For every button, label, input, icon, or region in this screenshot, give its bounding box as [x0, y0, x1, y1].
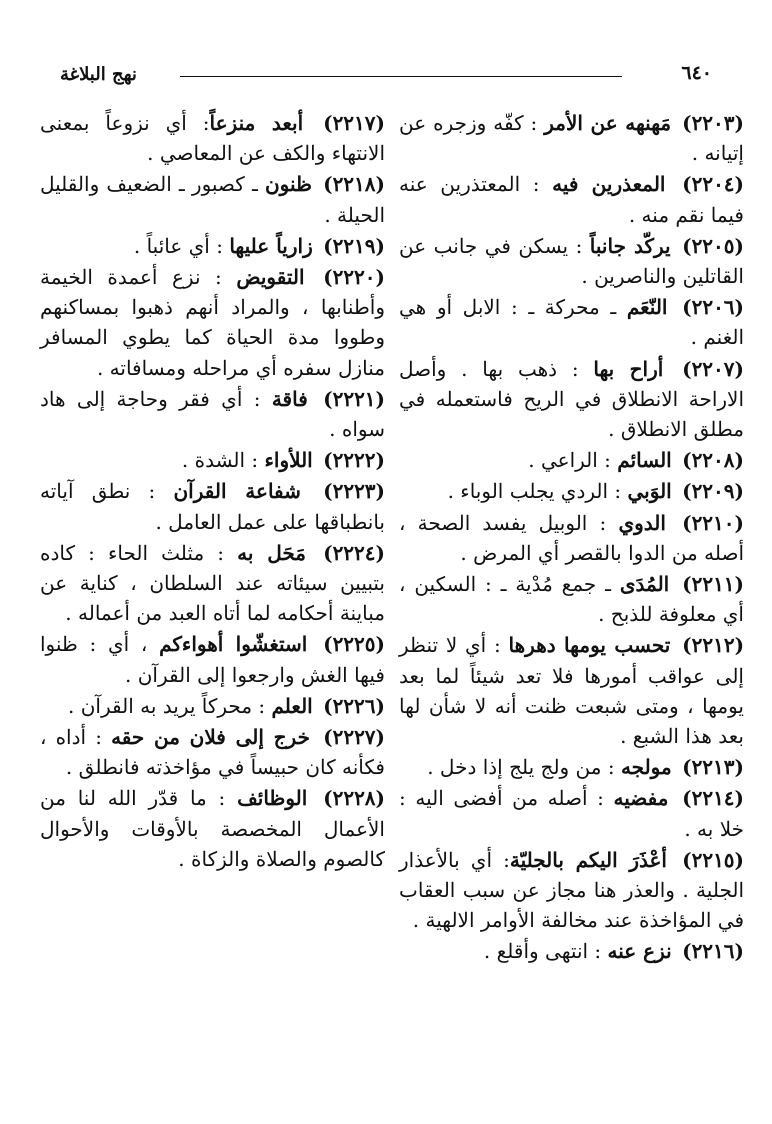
footnote-headword: أبعد منزعاً — [209, 111, 304, 135]
footnote-definition: : أصله من أفضى اليه : خلا به . — [399, 786, 744, 841]
footnote-headword: مَحَل به — [237, 540, 306, 565]
footnote-definition: ـ جمع مُدْية ـ : السكين ، أي معلوفة للذبح . — [399, 572, 744, 627]
footnote-number: (٢٢٢٦) — [323, 693, 385, 718]
footnote-headword: خرج إلى فلان من حقه — [111, 725, 310, 750]
left-column — [40, 108, 385, 875]
footnote-number: (٢٢١٩) — [323, 233, 385, 258]
footnote-definition: : الراعي . — [528, 448, 618, 473]
footnote-headword: التقويض — [236, 265, 305, 290]
footnote-headword: مولجه — [620, 755, 672, 780]
footnote-headword: فاقة — [271, 386, 308, 411]
footnote-headword: السائم — [617, 448, 672, 473]
footnote-headword: المعذرين فيه — [552, 172, 666, 197]
footnote-definition: : نزع أعمدة الخيمة وأطنابها ، والمراد أنهم ذهبوا بمساكنهم وطووا مدة الحياة كما يطوي المسافر منازل سفره أي مراحله ومسافاته . — [40, 265, 385, 380]
footnote-definition: : من ولج يلج إذا دخل . — [427, 755, 621, 780]
footnote-number: (٢٢١١) — [682, 572, 745, 597]
footnote-number: (٢٢٠٤) — [682, 172, 745, 197]
footnote-definition: ـ محركة ـ : الابل أو هي الغنم . — [399, 295, 744, 350]
footnote-definition: : المعتذرين عنه فيما نقم منه . — [399, 172, 744, 227]
footnote-headword: يركّد جانباً — [589, 233, 671, 258]
footnote-entry — [40, 538, 385, 629]
footnote-entry — [399, 630, 744, 751]
footnote-headword: المُدَى — [619, 572, 670, 597]
right-column — [399, 108, 744, 968]
footnote-definition: : أي بالأعذار الجلية . والعذر هنا مجاز عن سبب العقاب في المؤاخذة عند مخالفة الأوامر الالهية . — [399, 847, 744, 933]
footnote-entry — [40, 629, 385, 689]
footnote-entry — [399, 231, 744, 291]
footnote-number: (٢٢٠٦) — [682, 295, 745, 320]
footnote-definition: : كفّه وزجره عن إتيانه . — [399, 111, 744, 166]
footnote-number: (٢٢١٥) — [682, 847, 745, 872]
footnote-headword: الدوي — [618, 510, 666, 535]
footnote-entry — [399, 108, 744, 168]
footnote-entry — [40, 783, 385, 874]
footnote-number: (٢٢١٠) — [682, 510, 744, 535]
footnote-headword: تحسب يومها دهرها — [508, 633, 671, 658]
footnote-number: (٢٢٠٩) — [682, 479, 744, 504]
footnote-entry — [40, 169, 385, 229]
footnote-entry — [40, 231, 385, 261]
footnote-definition: : أداه ، فكأنه كان حبيساً في مؤاخذته فانطلق . — [40, 725, 385, 780]
book-title: نهج البلاغة — [60, 64, 137, 85]
footnote-headword: العلم — [271, 693, 313, 718]
footnote-definition: : مثلث الحاء : كاده بتبيين سيئاته عند السلطان ، كناية عن مباينة أحكامه لما أتاه العبد من أعماله . — [40, 540, 385, 626]
footnote-headword: اللأواء — [264, 448, 313, 473]
footnote-number: (٢٢٢٤) — [323, 540, 385, 565]
footnote-number: (٢٢٢٥) — [323, 632, 385, 657]
footnote-entry — [399, 508, 744, 568]
footnote-number: (٢٢١٢) — [682, 633, 745, 658]
footnote-definition: : انتهى وأقلع . — [483, 939, 608, 964]
footnote-headword: نزع عنه — [607, 939, 672, 964]
footnote-entry — [399, 476, 744, 506]
footnote-definition: : الردي يجلب الوباء . — [447, 479, 628, 504]
footnote-entry — [399, 783, 744, 843]
footnote-entry — [399, 354, 744, 445]
page-number: ٦٤٠ — [681, 62, 712, 84]
footnote-number: (٢٢٢٢) — [323, 448, 385, 473]
footnote-definition: ـ كصبور ـ الضعيف والقليل الحيلة . — [40, 172, 385, 227]
footnote-number: (٢٢١٣) — [682, 755, 744, 780]
footnote-number: (٢٢٢٨) — [323, 786, 386, 811]
footnote-entry — [40, 384, 385, 444]
footnote-definition: : أي عائباً . — [133, 233, 230, 258]
footnote-number: (٢٢٠٣) — [682, 111, 744, 135]
header-rule — [180, 76, 622, 77]
footnote-number: (٢٢١٧) — [323, 111, 385, 135]
footnote-definition: : الشدة . — [181, 448, 265, 473]
footnote-entry — [399, 845, 744, 936]
footnote-entry — [40, 722, 385, 782]
footnote-entry — [399, 936, 744, 966]
footnote-number: (٢٢٢٣) — [323, 479, 386, 504]
footnote-entry — [40, 476, 385, 536]
footnote-entry — [399, 445, 744, 475]
footnote-number: (٢٢٢١) — [323, 386, 386, 411]
footnote-entry — [40, 445, 385, 475]
footnote-headword: شفاعة القرآن — [173, 479, 301, 504]
footnote-entry — [40, 108, 385, 168]
footnote-entry — [399, 292, 744, 352]
footnote-definition: : أي لا تنظر إلى عواقب أمورها فلا تعد شيئاً لما بعد يومها ، ومتى شبعت ظنت أنه لا شأن لها بعد هذا الشبع . — [399, 633, 744, 749]
footnote-entry — [399, 752, 744, 782]
footnote-number: (٢٢٠٨) — [682, 448, 744, 473]
footnote-definition: : أي فقر وحاجة إلى هاد سواه . — [40, 386, 385, 442]
footnote-headword: استغشّوا أهواءكم — [159, 632, 308, 657]
footnote-definition: : نطق آياته بانطباقها على عمل العامل . — [40, 479, 385, 534]
footnote-headword: الوَبي — [627, 479, 672, 504]
page-header — [60, 62, 712, 92]
footnote-definition: : يسكن في جانب عن القاتلين والناصرين . — [399, 233, 744, 289]
footnote-definition: : محركاً يريد به القرآن . — [67, 693, 272, 718]
footnote-headword: أعْذَرَ اليكم بالجليّة — [509, 847, 667, 872]
footnote-number: (٢٢٢٠) — [323, 265, 385, 290]
footnote-number: (٢٢٢٧) — [323, 725, 386, 750]
footnote-headword: النّعَم — [626, 295, 668, 320]
footnote-number: (٢٢٠٥) — [682, 233, 744, 258]
footnote-headword: مَهنهه عن الأمر — [544, 111, 672, 135]
footnote-headword: الوظائف — [237, 786, 308, 811]
footnote-definition: : الوبيل يفسد الصحة ، أصله من الدوا بالقصر أي المرض . — [399, 510, 744, 565]
footnote-entry — [40, 691, 385, 721]
footnote-definition: ، أي : ظنوا فيها الغش وارجعوا إلى القرآن . — [40, 632, 385, 687]
footnote-number: (٢٢٠٧) — [682, 356, 744, 381]
footnote-headword: مفضيه — [613, 786, 669, 811]
footnote-headword: زارياً عليها — [229, 233, 313, 258]
footnote-headword: ظنون — [264, 172, 312, 197]
footnote-number: (٢٢١٦) — [682, 939, 744, 964]
footnote-entry — [399, 169, 744, 229]
footnote-number: (٢٢١٨) — [323, 172, 385, 197]
footnote-entry — [399, 569, 744, 629]
footnote-definition: : ما قدّر الله لنا من الأعمال المخصصة بالأوقات والأحوال كالصوم والصلاة والزكاة . — [40, 786, 385, 871]
footnote-entry — [40, 262, 385, 383]
footnote-definition: : أي نزوعاً بمعنى الانتهاء والكف عن المعاصي . — [40, 111, 385, 166]
footnote-number: (٢٢١٤) — [682, 786, 745, 811]
footnote-headword: أراح بها — [593, 356, 664, 381]
footnote-definition: : ذهب بها . وأصل الاراحة الانطلاق في الريح فاستعمله في مطلق الانطلاق . — [399, 356, 744, 442]
